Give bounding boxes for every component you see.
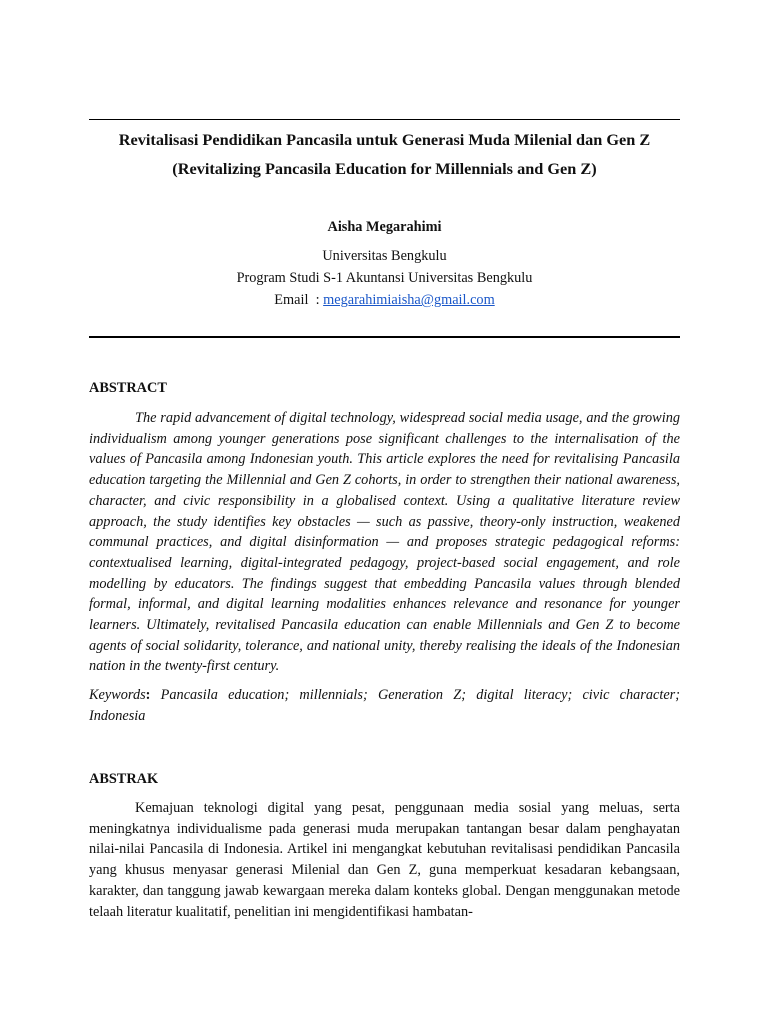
author-program: Program Studi S-1 Akuntansi Universitas Bengkulu: [236, 270, 533, 286]
author-name: Aisha Megarahimi: [327, 219, 442, 235]
paper-title-english: (Revitalizing Pancasila Education for Millennials and Gen Z): [172, 159, 597, 178]
author-email-line: [89, 291, 680, 309]
top-rule: [89, 119, 680, 120]
abstrak-heading: ABSTRAK: [89, 771, 159, 787]
email-label: Email :: [274, 292, 324, 308]
paper-title: Revitalisasi Pendidikan Pancasila untuk Generasi Muda Milenial dan Gen Z: [118, 130, 651, 149]
keywords-list: Pancasila education; millennials; Generation Z; digital literacy; civic character; Indonesia: [89, 687, 680, 724]
keywords-label: Keywords: [89, 687, 146, 703]
email-link[interactable]: megarahimiaisha@gmail.com: [323, 292, 495, 308]
keywords-colon: :: [145, 687, 151, 703]
divider-rule: [89, 336, 680, 338]
abstract-text: The rapid advancement of digital technology, widespread social media usage, and the growing individualism among younger generations pose significant challenges to the internalisation of the values of Pancasila among Indonesian youth. This article explores the need for revitalising Pancasila education targeting the Millennial and Gen Z cohorts, in order to strengthen their national awareness, character, and civic responsibility in a globalised context. Using a qualitative literature review approach, the study identifies key obstacles — such as passive, theory-only instruction, weakened communal practices, and digital disinformation — and proposes strategic pedagogical reforms: contextualised learning, digital-integrated pedagogy, project-based social engagement, and role modelling by educators. The findings suggest that embedding Pancasila values through blended formal, informal, and digital learning modalities enhances relevance and resonance for younger learners. Ultimately, revitalised Pancasila education can enable Millennials and Gen Z to become agents of social solidarity, tolerance, and national unity, thereby realising the ideals of the Indonesian nation in the twenty-first century.: [89, 410, 680, 675]
keywords-line: [89, 685, 680, 727]
author-university: Universitas Bengkulu: [322, 248, 447, 264]
abstrak-text: Kemajuan teknologi digital yang pesat, penggunaan media sosial yang meluas, serta meningkatnya individualisme pada generasi muda merupakan tantangan besar dalam penghayatan nilai-nilai Pancasila di Indonesia. Artikel ini mengangkat kebutuhan revitalisasi pendidikan Pancasila yang khusus menyasar generasi Milenial dan Gen Z, guna memperkuat kesadaran kebangsaan, karakter, dan tanggung jawab kewargaan mereka dalam konteks global. Dengan menggunakan metode telaah literatur kualitatif, penelitian ini mengidentifikasi hambatan-: [89, 800, 680, 920]
abstract-heading: ABSTRACT: [89, 380, 167, 396]
